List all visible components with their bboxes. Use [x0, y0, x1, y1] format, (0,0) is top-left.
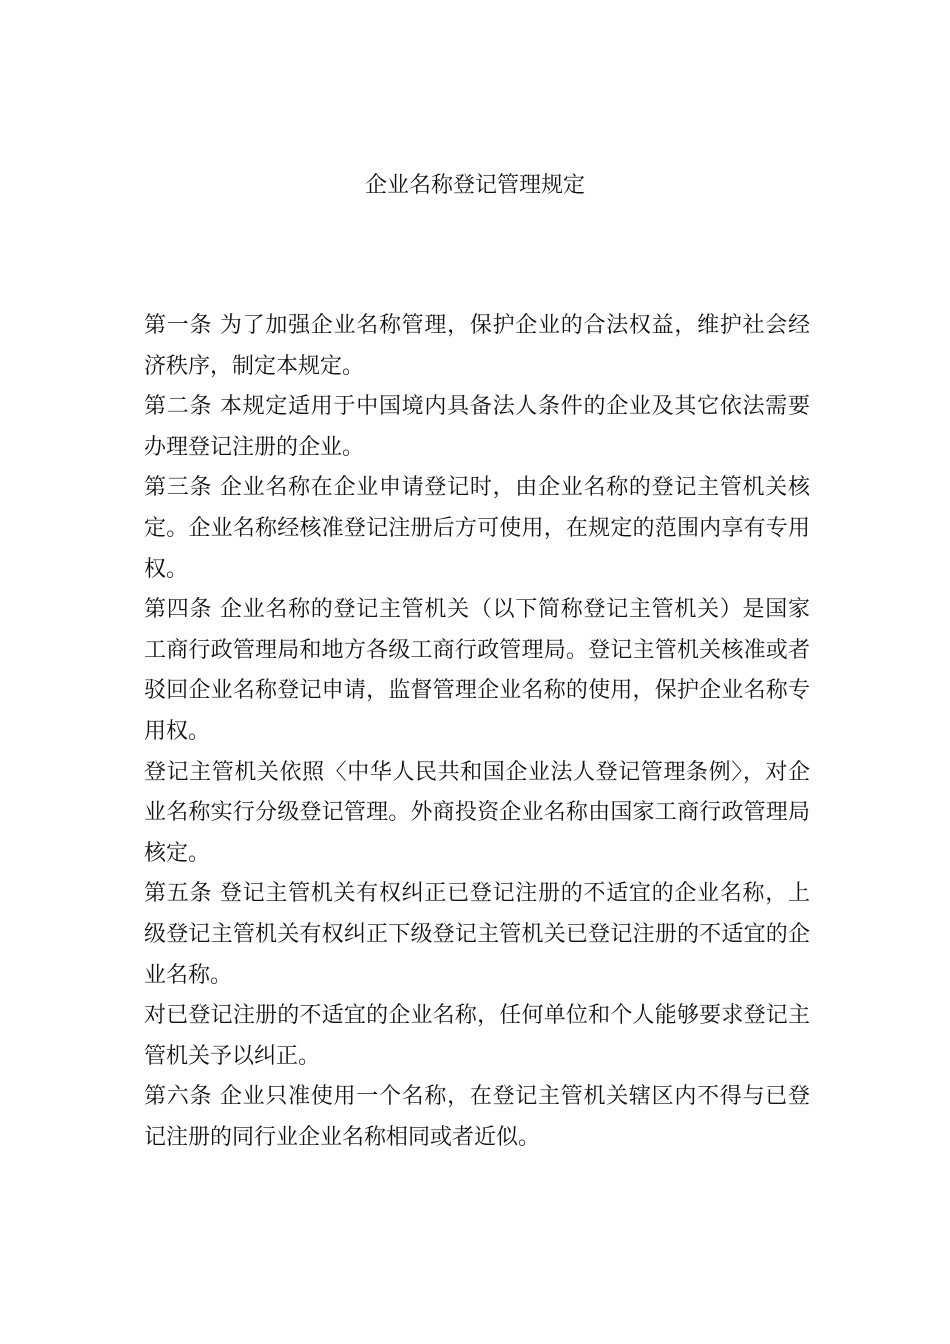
article-5-continuation-paragraph: 对已登记注册的不适宜的企业名称，任何单位和个人能够要求登记主管机关予以纠正。 [144, 1003, 810, 1069]
article-3-paragraph: 第三条 企业名称在企业申请登记时，由企业名称的登记主管机关核定。企业名称经核准登记注册后方可使用，在规定的范围内享有专用权。 [144, 475, 810, 582]
article-2-paragraph: 第二条 本规定适用于中国境内具备法人条件的企业及其它依法需要办理登记注册的企业。 [144, 394, 810, 460]
article-4-continuation-paragraph: 登记主管机关依照〈中华人民共和国企业法人登记管理条例〉，对企业名称实行分级登记管理。外商投资企业名称由国家工商行政管理局核定。 [144, 759, 810, 866]
article-4-paragraph: 第四条 企业名称的登记主管机关（以下简称登记主管机关）是国家工商行政管理局和地方各级工商行政管理局。登记主管机关核准或者驳回企业名称登记申请，监督管理企业名称的使用，保护企业名称专用权。 [144, 597, 810, 744]
document-body [144, 306, 810, 1158]
article-5-paragraph: 第五条 登记主管机关有权纠正已登记注册的不适宜的企业名称，上级登记主管机关有权纠正下级登记主管机关已登记注册的不适宜的企业名称。 [144, 881, 810, 988]
document-title: 企业名称登记管理规定 [364, 173, 585, 198]
article-6-paragraph: 第六条 企业只准使用一个名称，在登记主管机关辖区内不得与已登记注册的同行业企业名称相同或者近似。 [144, 1084, 810, 1150]
article-1-paragraph: 第一条 为了加强企业名称管理，保护企业的合法权益，维护社会经济秩序，制定本规定。 [144, 313, 810, 379]
